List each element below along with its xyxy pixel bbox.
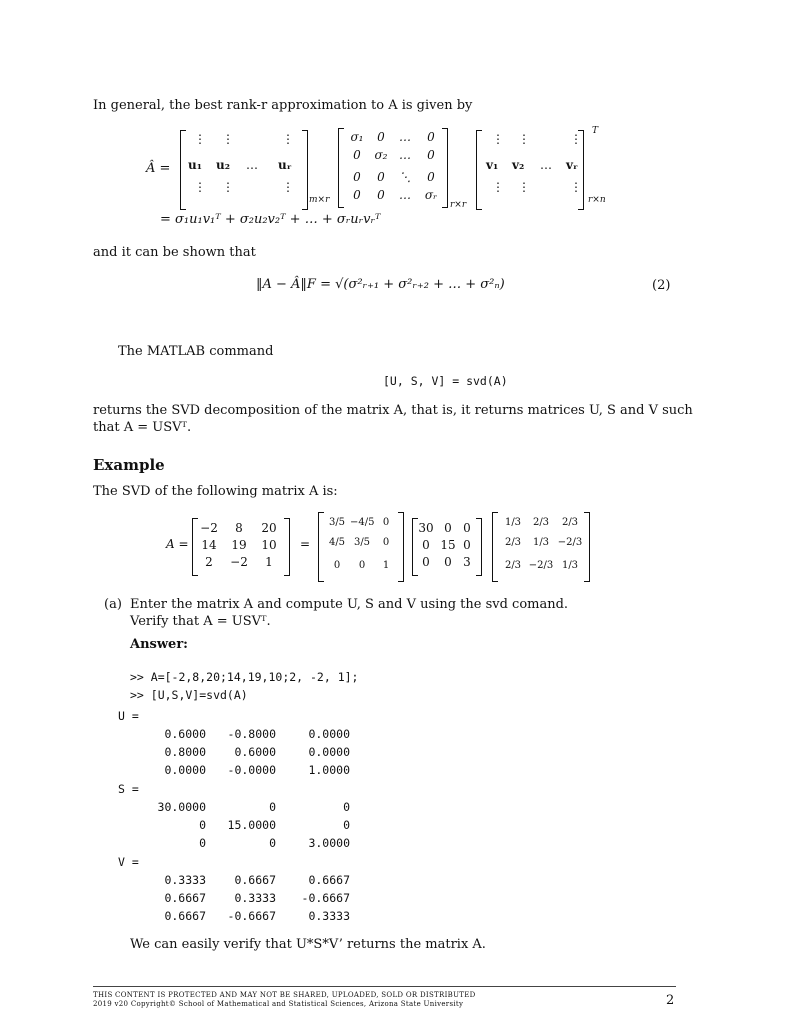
v-col-2: v₂: [512, 158, 525, 172]
uex-bracket-left: [318, 512, 324, 582]
s-out-cell: 0: [269, 836, 276, 850]
u-out-cell: 0.0000: [308, 727, 350, 741]
v-dots-bottom: ⋮: [570, 180, 582, 194]
v-col-r: vᵣ: [566, 158, 578, 172]
u-out-cell: 0.8000: [164, 745, 206, 759]
v-dots-top: ⋮: [492, 132, 504, 146]
part-a-label: (a): [104, 597, 122, 612]
u-bracket-left: [180, 130, 186, 210]
part-a-line-1: Enter the matrix A and compute U, S and V using the svd comand.: [130, 597, 569, 612]
sex-cell: 0: [422, 538, 430, 552]
returns-line-2: that A = USVᵀ.: [93, 420, 192, 435]
s-out-cell: 3.0000: [308, 836, 350, 850]
sigma-cell: σᵣ: [424, 188, 438, 202]
sex-cell: 0: [422, 555, 430, 569]
v-out-cell: 0.3333: [234, 891, 276, 905]
vex-cell: 2/3: [504, 537, 522, 548]
sex-cell: 0: [463, 521, 471, 535]
a-cell: −2: [200, 521, 218, 535]
footer-rule: [93, 986, 676, 987]
v-col-1: v₁: [486, 158, 499, 172]
sigma-dimension: r×r: [450, 200, 467, 210]
vex-cell: 2/3: [561, 517, 579, 528]
example-heading: Example: [93, 456, 165, 474]
a-cell: 2: [205, 555, 213, 569]
v-out-cell: -0.6667: [301, 891, 350, 905]
sigma-cell: ⋱: [399, 170, 411, 184]
sigma-cell: 0: [377, 188, 385, 202]
u-out-cell: 0.6000: [164, 727, 206, 741]
v-dots-top: ⋮: [570, 132, 582, 146]
uex-cell: 3/5: [328, 517, 346, 528]
u-dimension: m×r: [309, 195, 330, 205]
u-dots-bottom: ⋮: [222, 180, 234, 194]
vex-bracket-right: [584, 512, 590, 582]
v-dots-bottom: ⋮: [492, 180, 504, 194]
returns-line-1: returns the SVD decomposition of the matrix A, that is, it returns matrices U, S and V such: [93, 403, 693, 418]
s-output-label: S =: [118, 782, 139, 796]
vex-cell: 1/3: [504, 517, 522, 528]
s-out-cell: 0: [343, 818, 350, 832]
vex-bracket-left: [492, 512, 498, 582]
sigma-cell: …: [399, 148, 411, 162]
sex-cell: 15: [440, 538, 456, 552]
shown-text: and it can be shown that: [93, 245, 256, 260]
sigma-bracket-left: [338, 128, 344, 208]
answer-label: Answer:: [130, 637, 188, 652]
u-col-2: u₂: [216, 158, 230, 172]
a-cell: 19: [231, 538, 247, 552]
intro-text: In general, the best rank-r approximation to A is given by: [93, 98, 473, 113]
s-out-cell: 0: [199, 836, 206, 850]
v-out-cell: 0.3333: [164, 873, 206, 887]
uex-cell: 1: [382, 560, 390, 571]
footer-line-2: 2019 v20 Copyright© School of Mathematical and Statistical Sciences, Arizona State University: [93, 1000, 464, 1008]
uex-cell: 3/5: [353, 537, 371, 548]
rank-r-expansion: = σ₁u₁v₁ᵀ + σ₂u₂v₂ᵀ + … + σᵣuᵣvᵣᵀ: [160, 212, 381, 227]
uex-bracket-right: [398, 512, 404, 582]
s-out-cell: 0: [343, 800, 350, 814]
v-dots-top: ⋮: [518, 132, 530, 146]
sigma-cell: 0: [353, 170, 361, 184]
v-out-cell: 0.6667: [308, 873, 350, 887]
v-transpose: T: [592, 126, 599, 136]
equation-number: (2): [652, 278, 671, 293]
sigma-bracket-right: [442, 128, 448, 208]
sigma-matrix: [346, 130, 442, 206]
sigma-cell: 0: [353, 188, 361, 202]
uex-cell: 0: [333, 560, 341, 571]
v-out-cell: 0.6667: [164, 909, 206, 923]
uex-cell: 0: [382, 517, 390, 528]
a-cell: 1: [265, 555, 273, 569]
sex-cell: 0: [444, 521, 452, 535]
vex-cell: −2/3: [557, 537, 583, 548]
example-lhs: A =: [166, 537, 189, 551]
u-dots-top: ⋮: [282, 132, 294, 146]
code-line-1: >> A=[-2,8,20;14,19,10;2, -2, 1];: [130, 670, 359, 684]
sigma-cell: σ₂: [374, 148, 388, 162]
v-bracket-left: [476, 130, 482, 210]
uex-cell: −4/5: [350, 517, 375, 528]
u-bracket-right: [302, 130, 308, 210]
u-out-cell: 0.0000: [308, 745, 350, 759]
v-out-cell: 0.6667: [234, 873, 276, 887]
a-cell: 14: [201, 538, 217, 552]
sigma-cell: …: [399, 130, 411, 144]
s-out-cell: 15.0000: [227, 818, 276, 832]
u-dots-top: ⋮: [222, 132, 234, 146]
vex-cell: 1/3: [532, 537, 550, 548]
vex-cell: 2/3: [504, 560, 522, 571]
vex-cell: 1/3: [561, 560, 579, 571]
example-text: The SVD of the following matrix A is:: [93, 484, 338, 499]
a-cell: 10: [261, 538, 277, 552]
u-out-cell: -0.8000: [227, 727, 276, 741]
s-out-cell: 0: [199, 818, 206, 832]
a-cell: 20: [261, 521, 277, 535]
u-out-cell: 1.0000: [308, 763, 350, 777]
uex-cell: 0: [382, 537, 390, 548]
code-line-2: >> [U,S,V]=svd(A): [130, 688, 248, 702]
u-dots-top: ⋮: [194, 132, 206, 146]
u-output-label: U =: [118, 709, 139, 723]
sigma-cell: σ₁: [350, 130, 364, 144]
v-dimension: r×n: [588, 195, 606, 205]
sigma-cell: 0: [353, 148, 361, 162]
s-out-cell: 30.0000: [157, 800, 206, 814]
footer-line-1: THIS CONTENT IS PROTECTED AND MAY NOT BE SHARED, UPLOADED, SOLD OR DISTRIBUTED: [93, 991, 476, 999]
s-out-cell: 0: [269, 800, 276, 814]
sigma-cell: 0: [427, 170, 435, 184]
matlab-intro: The MATLAB command: [118, 344, 274, 359]
v-out-cell: 0.6667: [164, 891, 206, 905]
sex-cell: 0: [444, 555, 452, 569]
page-number: 2: [666, 993, 675, 1008]
vex-cell: −2/3: [528, 560, 554, 571]
sigma-cell: 0: [377, 130, 385, 144]
u-dots-bottom: ⋮: [194, 180, 206, 194]
sex-cell: 30: [418, 521, 434, 535]
u-col-1: u₁: [188, 158, 202, 172]
vex-cell: 2/3: [532, 517, 550, 528]
u-dots-bottom: ⋮: [282, 180, 294, 194]
matlab-command: [U, S, V] = svd(A): [383, 374, 508, 388]
sigma-cell: …: [399, 188, 411, 202]
u-out-cell: 0.6000: [234, 745, 276, 759]
verify-text: We can easily verify that U*S*V’ returns the matrix A.: [130, 937, 486, 952]
ahat-lhs: Â =: [146, 161, 171, 176]
sigma-cell: 0: [377, 170, 385, 184]
uex-cell: 0: [358, 560, 366, 571]
v-dots-bottom: ⋮: [518, 180, 530, 194]
sex-bracket-right: [476, 518, 482, 576]
u-out-cell: -0.0000: [227, 763, 276, 777]
a-cell: 8: [235, 521, 243, 535]
error-norm-formula: ‖A − Â‖F = √(σ²ᵣ₊₁ + σ²ᵣ₊₂ + … + σ²ₙ): [256, 277, 505, 292]
u-out-cell: 0.0000: [164, 763, 206, 777]
sigma-cell: 0: [427, 130, 435, 144]
sex-cell: 0: [463, 538, 471, 552]
v-col-ellipsis: …: [540, 158, 552, 172]
sigma-cell: 0: [427, 148, 435, 162]
a-bracket-right: [284, 518, 290, 576]
uex-cell: 4/5: [328, 537, 346, 548]
v-output-label: V =: [118, 855, 139, 869]
v-out-cell: 0.3333: [308, 909, 350, 923]
a-cell: −2: [230, 555, 248, 569]
u-col-r: uᵣ: [278, 158, 292, 172]
part-a-line-2: Verify that A = USVᵀ.: [130, 614, 271, 629]
u-col-ellipsis: …: [246, 158, 258, 172]
example-equals: =: [300, 537, 311, 551]
sex-cell: 3: [463, 555, 471, 569]
v-out-cell: -0.6667: [227, 909, 276, 923]
